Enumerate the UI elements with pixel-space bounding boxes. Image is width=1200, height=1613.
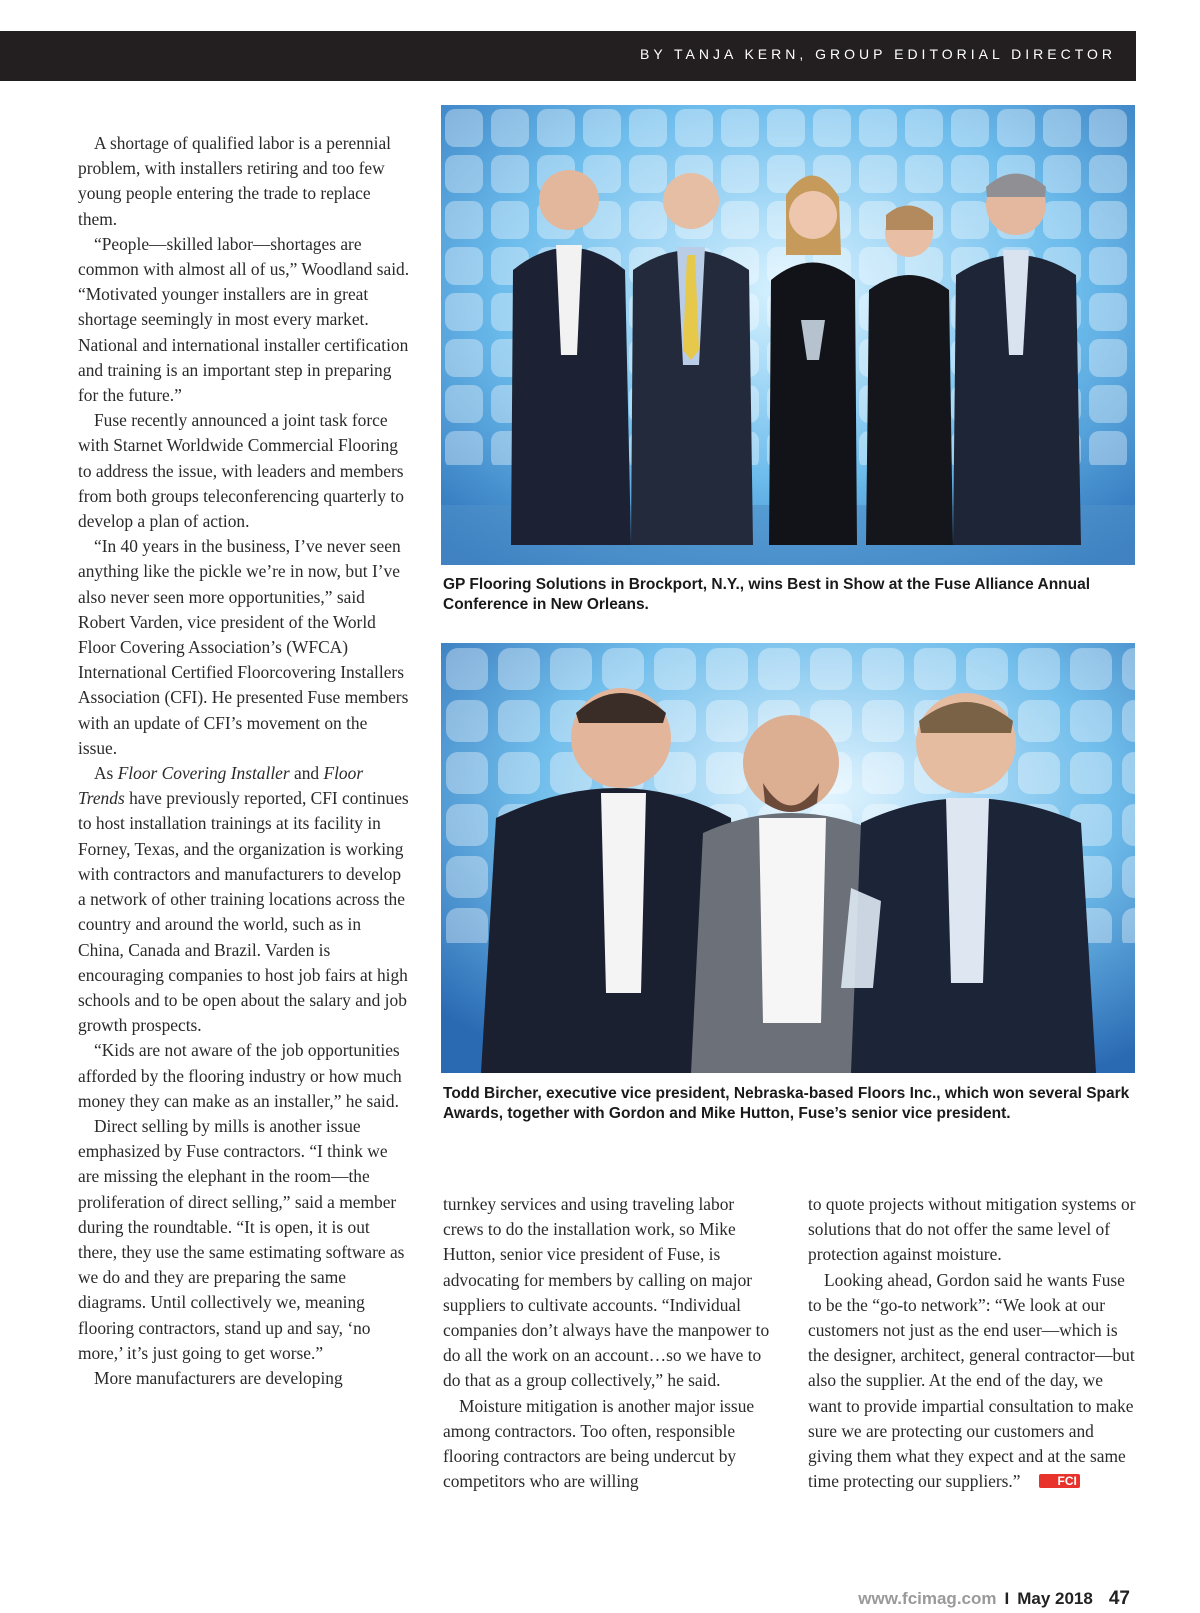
website-url: www.fcimag.com bbox=[858, 1589, 997, 1608]
footer-separator: I bbox=[1004, 1589, 1010, 1608]
paragraph: A shortage of qualified labor is a perennial problem, with installers retiring and too few young people entering the trade to replace them. bbox=[78, 133, 391, 229]
text-run: Looking ahead, Gordon said he wants Fuse to be the “go-to network”: “We look at our customers not just as the end user—which is the designer, architect, general contractor—but also the supplier. At the end of the day, we want to provide impartial consultation to make sure we are protecting our customers and giving them what they expect and at the same time protecting our suppliers.” bbox=[808, 1269, 1135, 1492]
paragraph: turnkey services and using traveling labor crews to do the installation work, so Mike Hutton, senior vice president of Fuse, is advocating for members by calling on major suppliers to cultivate accounts. “Individual companies don’t always have the manpower to do all the work on an account…so we have to do that as a group collectively,” he said. bbox=[443, 1194, 770, 1391]
page-footer bbox=[858, 1588, 1130, 1610]
paragraph bbox=[808, 1268, 1138, 1495]
publication-name: Floor Covering Installer bbox=[117, 763, 290, 784]
paragraph: to quote projects without mitigation systems or solutions that do not offer the same level of protection against moisture. bbox=[808, 1194, 1136, 1265]
article-column-2 bbox=[443, 1192, 773, 1494]
text-run: As bbox=[94, 763, 118, 784]
byline: BY TANJA KERN, GROUP EDITORIAL DIRECTOR bbox=[639, 46, 1116, 62]
text-run: and bbox=[289, 763, 324, 784]
paragraph: “Kids are not aware of the job opportunities afforded by the flooring industry or how much money they can make as an installer,” he said. bbox=[78, 1040, 402, 1111]
page-number: 47 bbox=[1108, 1588, 1130, 1609]
fci-end-logo: FCI bbox=[1039, 1474, 1080, 1488]
header-bar bbox=[0, 31, 1136, 81]
paragraph: Direct selling by mills is another issue emphasized by Fuse contractors. “I think we are missing the elephant in the room—the proliferation of direct selling,” said a member during the roundtable. “It is open, it is out there, they use the same estimating software as we do and they are preparing the same diagrams. Until collectively we, meaning flooring contractors, stand up and say, ‘no more,’ it’s just going to get worse.” bbox=[78, 1115, 405, 1363]
article-column-1 bbox=[78, 131, 410, 1391]
photo-caption-1: GP Flooring Solutions in Brockport, N.Y., wins Best in Show at the Fuse Alliance Annual Conference in New Orleans. bbox=[443, 576, 1091, 613]
issue-date: May 2018 bbox=[1017, 1589, 1093, 1608]
paragraph: More manufacturers are developing bbox=[94, 1367, 343, 1388]
paragraph: “People—skilled labor—shortages are common with almost all of us,” Woodland said. “Motivated younger installers are in great shortage seemingly in most every market. National and international installer certification and training is an important step in preparing for the future.” bbox=[78, 233, 410, 406]
paragraph bbox=[78, 761, 410, 1038]
text-run: have previously reported, CFI continues to host installation trainings at its facility in Forney, Texas, and the organization is working with contractors and manufacturers to develop a network of other training locations across the country and around the world, such as in China, Canada and Brazil. Varden is encouraging companies to host job fairs at high schools and to be open about the salary and job growth prospects. bbox=[78, 788, 409, 1036]
paragraph: “In 40 years in the business, I’ve never seen anything like the pickle we’re in now, but I’ve also never seen more opportunities,” said Robert Varden, vice president of the World Floor Covering Association’s (WFCA) International Certified Floorcovering Installers Association (CFI). He presented Fuse members with an update of CFI’s movement on the issue. bbox=[78, 536, 409, 758]
photo-award-group bbox=[441, 105, 1135, 565]
paragraph: Moisture mitigation is another major issue among contractors. Too often, responsible flooring contractors are being undercut by competitors who are willing bbox=[443, 1395, 755, 1492]
publication-name: Floor Trends bbox=[78, 763, 364, 809]
photo-award-trio bbox=[441, 643, 1135, 1073]
article-column-3 bbox=[808, 1192, 1138, 1494]
paragraph: Fuse recently announced a joint task force with Starnet Worldwide Commercial Flooring to address the issue, with leaders and members from both groups teleconferencing quarterly to develop a plan of action. bbox=[78, 410, 404, 532]
photo-caption-2: Todd Bircher, executive vice president, Nebraska-based Floors Inc., which won several Spark Awards, together with Gordon and Mike Hutton, Fuse’s senior vice president. bbox=[443, 1085, 1130, 1122]
